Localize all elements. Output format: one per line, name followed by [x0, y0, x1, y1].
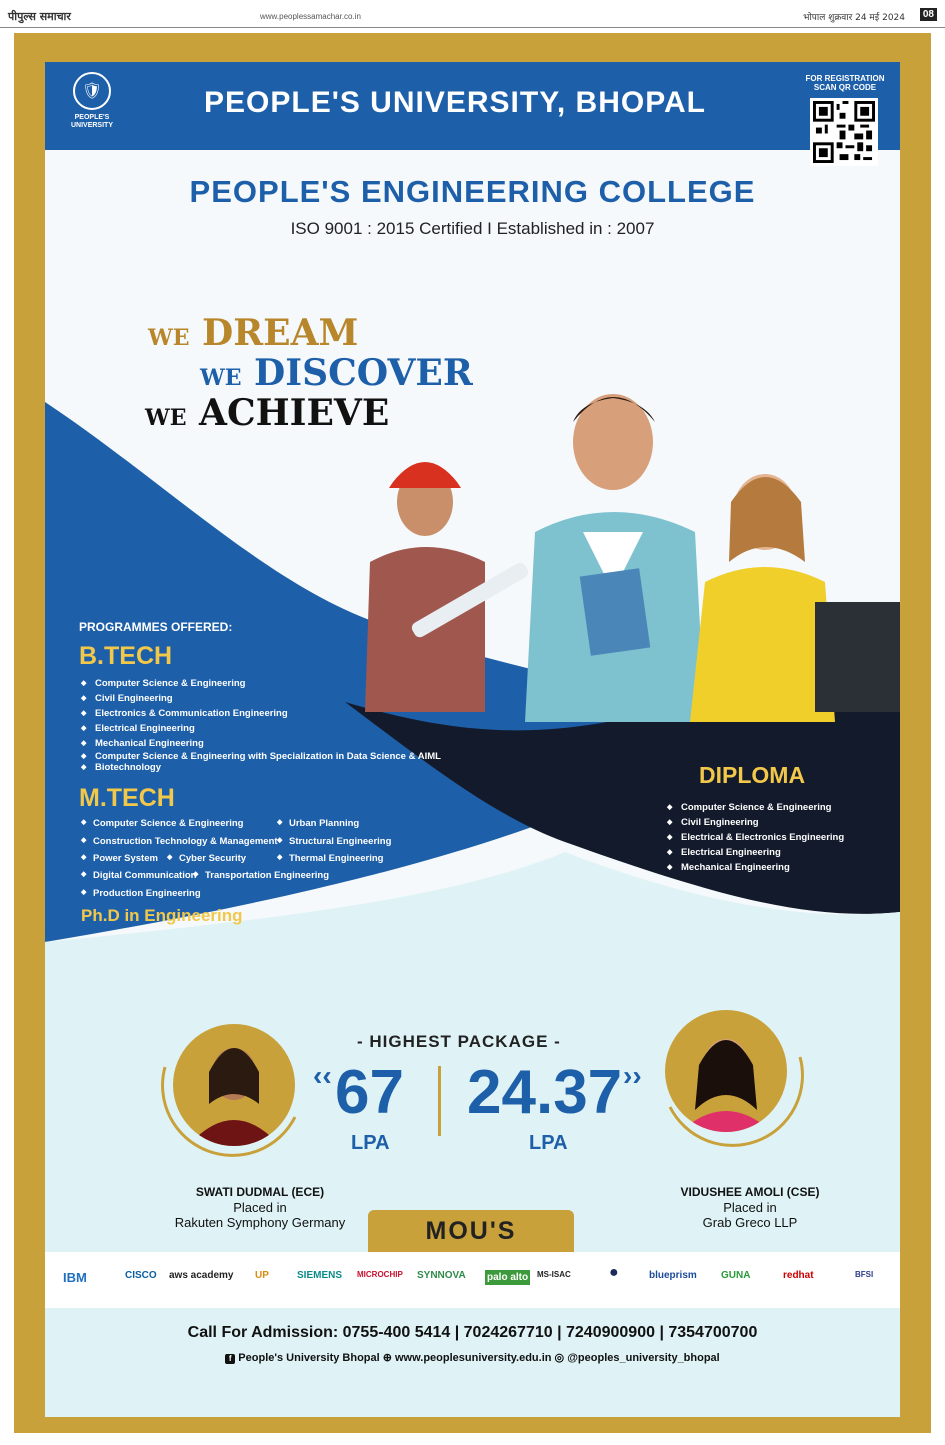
social-links — [45, 1351, 900, 1364]
student-company: Grab Greco LLP — [702, 1215, 798, 1230]
social-text[interactable]: People's University Bhopal ⊕ www.peoplesuniversity.edu.in ◎ @peoples_university_bhopal — [238, 1352, 720, 1364]
college-certification: ISO 9001 : 2015 Certified I Established in : 2007 — [290, 219, 655, 238]
partner-logo: SYNNOVA — [417, 1270, 466, 1281]
publication-url[interactable]: www.peoplessamachar.co.in — [260, 12, 361, 21]
tagline-word: ACHIEVE — [199, 392, 390, 434]
highest-package-title: - HIGHEST PACKAGE - — [357, 1032, 561, 1051]
university-logo — [67, 72, 117, 142]
student-name: VIDUSHEE AMOLI (CSE) — [680, 1185, 820, 1199]
tagline-we: WE — [148, 325, 190, 351]
list-item: ◆ Thermal Engineering — [277, 853, 384, 864]
programmes-title: PROGRAMMES OFFERED: — [79, 620, 233, 634]
list-item: ◆ Construction Technology & Management — [81, 836, 278, 847]
student-placed: Placed in — [233, 1200, 287, 1215]
list-item: ◆ Power System — [81, 853, 158, 864]
list-item: ◆ Digital Communication — [81, 870, 196, 881]
students-photo — [345, 332, 900, 732]
list-item: ◆ Electrical & Electronics Engineering — [667, 830, 844, 845]
list-item: ◆ Mechanical Engineering — [667, 860, 844, 875]
student-caption-vidushee — [625, 1185, 875, 1230]
list-item: ◆ Civil Engineering — [81, 691, 441, 706]
partner-logo: palo alto — [487, 1272, 529, 1283]
list-item: ◆ Computer Science & Engineering — [81, 818, 243, 829]
list-item: ◆ Computer Science & Engineering — [81, 676, 441, 691]
student-caption-swati — [135, 1185, 385, 1230]
masthead-rule — [0, 27, 945, 28]
crest-icon: 🛡 — [73, 72, 111, 110]
photo-ring-right — [650, 997, 810, 1147]
package-unit-right: LPA — [529, 1132, 568, 1154]
phd-heading: Ph.D in Engineering — [81, 906, 243, 925]
list-item: ◆ Electrical Engineering — [667, 845, 844, 860]
mou-heading: MOU'S — [368, 1210, 574, 1252]
btech-heading: B.TECH — [79, 642, 173, 670]
quote-close-icon: ›› — [623, 1060, 642, 1091]
university-header — [45, 62, 900, 150]
btech-list — [81, 676, 441, 773]
tagline-we: WE — [200, 365, 242, 391]
list-item: ◆ Cyber Security — [167, 853, 246, 864]
partner-logo: BFSI — [855, 1270, 874, 1279]
list-item: ◆ Civil Engineering — [667, 815, 844, 830]
list-item: ◆ Computer Science & Engineering with Specialization in Data Science & AIML — [81, 751, 441, 762]
student-placed: Placed in — [723, 1200, 777, 1215]
admission-contact[interactable]: Call For Admission: 0755-400 5414 | 7024267710 | 7240900900 | 7354700700 — [187, 1324, 758, 1341]
page-number: 08 — [920, 8, 937, 21]
list-item: ◆ Computer Science & Engineering — [667, 800, 844, 815]
list-item: ◆ Production Engineering — [81, 888, 201, 899]
newspaper-masthead — [0, 0, 945, 28]
list-item: ◆ Biotechnology — [81, 762, 441, 773]
tagline-word: DREAM — [202, 312, 359, 354]
diploma-list — [667, 800, 844, 875]
logo-text: PEOPLE'S UNIVERSITY — [70, 114, 113, 129]
diploma-heading: DIPLOMA — [699, 762, 806, 788]
photo-ring-left — [155, 1007, 315, 1157]
qr-label: FOR REGISTRATION SCAN QR CODE — [805, 74, 885, 92]
partner-logo: MICROCHIP — [357, 1270, 403, 1279]
partner-logo: GUNA — [721, 1270, 751, 1281]
tagline-dream — [148, 312, 358, 354]
partner-logo: aws academy — [169, 1270, 234, 1281]
package-value-right: 24.37 — [467, 1058, 623, 1127]
quote-open-icon: ‹‹ — [313, 1060, 332, 1091]
partner-logo: redhat — [783, 1270, 814, 1281]
partner-logo: CISCO — [125, 1270, 157, 1281]
facebook-icon: f — [225, 1354, 235, 1364]
qr-code-icon — [813, 101, 875, 163]
mou-partner-logos — [45, 1252, 900, 1308]
package-value-left: 67 — [335, 1058, 404, 1127]
partner-logo: UP — [255, 1270, 269, 1281]
student-name: SWATI DUDMAL (ECE) — [195, 1185, 325, 1199]
list-item: ◆ Transportation Engineering — [193, 870, 329, 881]
list-item: ◆ Urban Planning — [277, 818, 359, 829]
list-item: ◆ Electronics & Communication Engineering — [81, 706, 441, 721]
partner-logo: blueprism — [649, 1270, 697, 1281]
advertisement — [45, 62, 900, 1417]
partner-logo: ● — [609, 1264, 619, 1281]
package-unit-left: LPA — [351, 1132, 390, 1154]
issue-date: भोपाल शुक्रवार 24 मई 2024 — [803, 13, 905, 23]
tagline-word: DISCOVER — [254, 352, 473, 394]
university-title: PEOPLE'S UNIVERSITY, BHOPAL — [204, 86, 706, 119]
partner-logo: IBM — [63, 1270, 87, 1285]
registration-qr-code[interactable] — [810, 98, 878, 166]
partner-logo: MS-ISAC — [537, 1270, 571, 1279]
list-item: ◆ Mechanical Engineering — [81, 736, 441, 751]
mtech-heading: M.TECH — [79, 784, 175, 812]
mtech-list — [81, 818, 481, 908]
college-name: PEOPLE'S ENGINEERING COLLEGE — [189, 174, 756, 209]
tagline-we: WE — [145, 405, 187, 431]
partner-logo: SIEMENS — [297, 1270, 343, 1281]
student-company: Rakuten Symphony Germany — [174, 1215, 346, 1230]
publication-name: पीपुल्स समाचार — [8, 10, 71, 23]
list-item: ◆ Structural Engineering — [277, 836, 391, 847]
list-item: ◆ Electrical Engineering — [81, 721, 441, 736]
package-divider — [438, 1066, 441, 1136]
